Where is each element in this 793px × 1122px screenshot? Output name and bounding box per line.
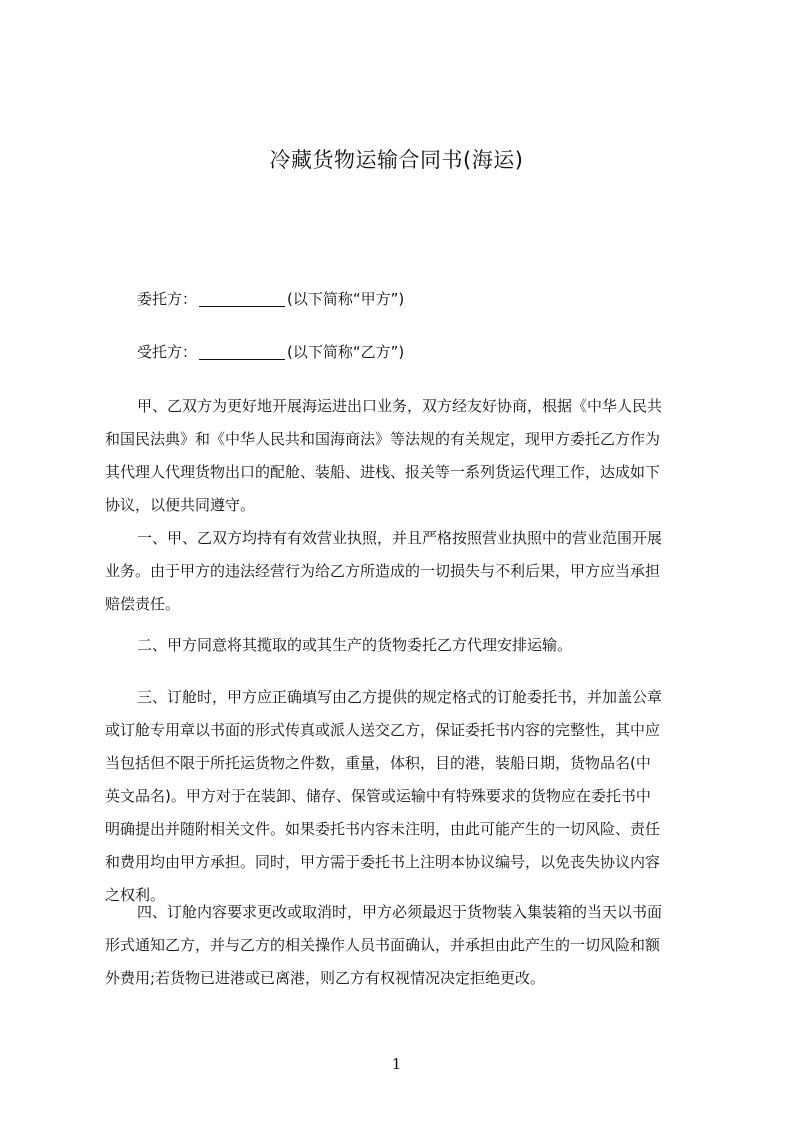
paragraph-line: 外费用;若货物已进港或已离港，则乙方有权视情况决定拒绝更改。 (105, 969, 546, 987)
party-client-note: (以下简称“甲方”) (287, 290, 405, 308)
party-client-blank[interactable] (199, 290, 285, 307)
party-agent-line (137, 336, 732, 369)
paragraph-line: 业务。由于甲方的违法经营行为给乙方所造成的一切损失与不利后果，甲方应当承担 (105, 562, 661, 580)
paragraph-line: 协议，以便共同遵守。 (105, 496, 256, 514)
paragraph-line: 三、订舱时，甲方应正确填写由乙方提供的规定格式的订舱委托书，并加盖公章 (137, 688, 663, 706)
paragraph-line: 当包括但不限于所托运货物之件数，重量，体积，目的港，装船日期，货物品名(中 (105, 754, 651, 772)
party-agent-label: 受托方： (137, 343, 198, 361)
paragraph-line: 或订舱专用章以书面的形式传真或派人送交乙方，保证委托书内容的完整性，其中应 (105, 721, 661, 739)
paragraph-line: 和费用均由甲方承担。同时，甲方需于委托书上注明本协议编号，以免丧失协议内容 (105, 853, 661, 871)
paragraph-line: 二、甲方同意将其揽取的或其生产的货物委托乙方代理安排运输。 (137, 636, 573, 654)
party-client-label: 委托方： (137, 290, 198, 308)
party-agent-blank[interactable] (199, 343, 285, 360)
paragraph-line: 赔偿责任。 (105, 595, 181, 613)
paragraph-line: 四、订舱内容要求更改或取消时，甲方必须最迟于货物装入集装箱的当天以书面 (137, 903, 663, 921)
paragraph-line: 一、甲、乙双方均持有有效营业执照，并且严格按照营业执照中的营业范围开展 (137, 529, 663, 547)
document-title: 冷藏货物运输合同书(海运) (269, 148, 524, 172)
party-agent-note: (以下简称“乙方”) (287, 343, 405, 361)
paragraph-line: 之权利。 (105, 886, 166, 904)
party-client-line (137, 283, 732, 316)
page-number: 1 (391, 1055, 402, 1073)
paragraph-line: 甲、乙双方为更好地开展海运进出口业务，双方经友好协商，根据《中华人民共 (137, 397, 663, 415)
paragraph-line: 形式通知乙方，并与乙方的相关操作人员书面确认，并承担由此产生的一切风险和额 (105, 936, 661, 954)
paragraph-line: 和国民法典》和《中华人民共和国海商法》等法规的有关规定，现甲方委托乙方作为 (105, 430, 661, 448)
paragraph-line: 其代理人代理货物出口的配舱、装船、进栈、报关等一系列货运代理工作，达成如下 (105, 463, 661, 481)
paragraph-line: 明确提出并随附相关文件。如果委托书内容未注明，由此可能产生的一切风险、责任 (105, 820, 661, 838)
paragraph-line: 英文品名)。甲方对于在装卸、储存、保管或运输中有特殊要求的货物应在委托书中 (105, 787, 651, 805)
